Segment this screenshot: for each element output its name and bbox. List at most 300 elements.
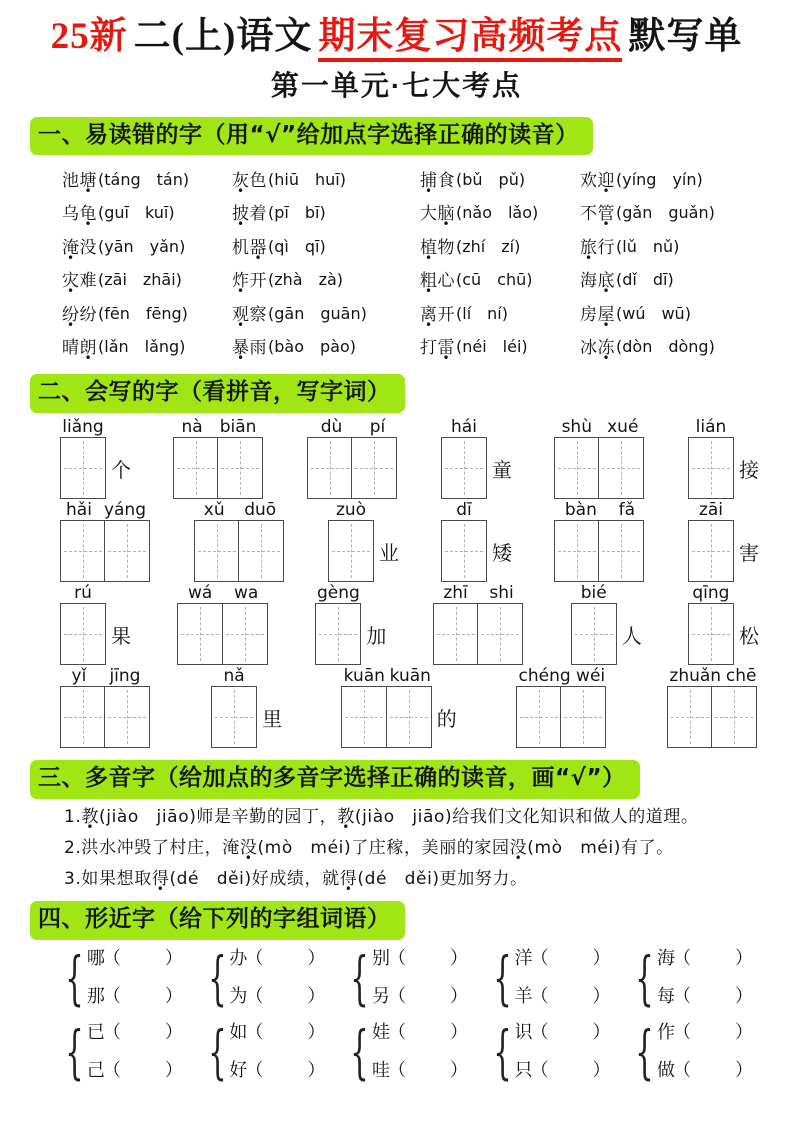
answer-blank[interactable] — [691, 958, 735, 959]
char: 开 — [249, 271, 267, 292]
pinyin-syllable: wéi — [576, 666, 606, 687]
pair-line — [514, 1022, 610, 1044]
chinese-word — [420, 233, 455, 258]
dotted-char: 植 — [420, 237, 438, 258]
writing-box[interactable] — [667, 686, 713, 748]
box-row — [60, 603, 131, 665]
pair-char: 羊 — [514, 985, 533, 1007]
writing-group — [60, 583, 131, 665]
pinyin-options: (pī bī) — [268, 203, 326, 223]
word-item — [420, 195, 580, 229]
dotted-char: 灰 — [232, 170, 250, 191]
suffix-char: 个 — [111, 457, 131, 482]
dotted-char: 暴 — [232, 338, 250, 359]
dotted-char: 旅 — [580, 237, 598, 258]
box-row — [177, 603, 269, 665]
pinyin-label — [315, 583, 361, 603]
pinyin-options: (guī kuī) — [98, 203, 175, 223]
pinyin-label — [341, 666, 433, 686]
pinyin-options: (néi léi) — [456, 337, 528, 357]
writing-box[interactable] — [341, 686, 387, 748]
sentence-text: (mò méi)了庄稼，美丽的家园 — [257, 837, 510, 858]
paren-close: ） — [449, 947, 468, 969]
writing-box[interactable] — [554, 437, 600, 499]
word-item — [62, 329, 232, 363]
paren-close: ） — [449, 1059, 468, 1081]
dotted-char: 纷 — [62, 304, 80, 325]
dotted-char: 捕 — [420, 170, 438, 191]
writing-group — [433, 583, 525, 665]
paren-open: （ — [245, 1021, 264, 1043]
pinyin-options: (zhí zí) — [456, 236, 521, 256]
box-row — [341, 686, 456, 748]
dotted-char: 离 — [420, 304, 438, 325]
answer-blank[interactable] — [406, 996, 450, 997]
left-brace-icon: { — [65, 943, 84, 1012]
title-prefix: 25新 — [50, 16, 128, 57]
pinyin-syllable: nǎ — [223, 666, 245, 687]
paren-close: ） — [164, 1059, 183, 1081]
chinese-word — [580, 266, 615, 291]
pair-group — [626, 1017, 753, 1086]
word-column — [232, 161, 420, 362]
writing-group — [315, 583, 386, 665]
pinyin-options: (lí ní) — [456, 303, 508, 323]
pair-line — [514, 1060, 610, 1082]
pinyin-syllable: gèng — [316, 583, 360, 604]
pinyin-syllable: chéng — [518, 666, 571, 687]
char: 不 — [580, 204, 598, 225]
writing-box[interactable] — [222, 603, 268, 665]
word-item — [62, 161, 232, 195]
pair-char: 那 — [86, 985, 105, 1007]
writing-box[interactable] — [194, 520, 240, 582]
writing-box[interactable] — [598, 437, 644, 499]
pair-group — [341, 943, 468, 1012]
left-brace-icon: { — [65, 1017, 84, 1086]
paren-close: ） — [307, 947, 326, 969]
pair-line — [372, 1022, 468, 1044]
paren-close: ） — [734, 1021, 753, 1043]
paren-open: （ — [387, 1059, 406, 1081]
page-title — [0, 14, 793, 60]
answer-blank[interactable] — [548, 1070, 592, 1071]
writing-box[interactable] — [688, 437, 734, 499]
pinyin-syllable: xǔ — [203, 500, 225, 521]
chinese-word — [62, 266, 97, 291]
answer-blank[interactable] — [121, 1032, 165, 1033]
writing-box[interactable] — [173, 437, 219, 499]
paren-open: （ — [530, 985, 549, 1007]
pair-group — [484, 1017, 611, 1086]
title-suffix: 默写单 — [628, 16, 743, 57]
answer-blank[interactable] — [548, 1032, 592, 1033]
answer-blank[interactable] — [691, 996, 735, 997]
box-row — [688, 437, 759, 499]
pair-char: 做 — [656, 1059, 675, 1081]
pair-group — [56, 943, 183, 1012]
pinyin-syllable: kuān — [343, 666, 385, 687]
writing-box[interactable] — [560, 686, 606, 748]
answer-blank[interactable] — [263, 1032, 307, 1033]
left-brace-icon: { — [350, 943, 369, 1012]
writing-box[interactable] — [328, 520, 374, 582]
paren-close: ） — [592, 1059, 611, 1081]
dotted-char: 器 — [249, 237, 267, 258]
writing-box[interactable] — [598, 520, 644, 582]
pair-line — [87, 1060, 183, 1082]
writing-box[interactable] — [211, 686, 257, 748]
confusable-pairs-row — [56, 1017, 753, 1086]
sentence-text: 1. — [64, 806, 82, 827]
answer-blank[interactable] — [263, 1070, 307, 1071]
char: 打 — [420, 338, 438, 359]
pair-line — [372, 1060, 468, 1082]
writing-box[interactable] — [60, 520, 106, 582]
paren-open: （ — [672, 985, 691, 1007]
paren-open: （ — [387, 985, 406, 1007]
section4-header: 四、形近字（给下列的字组词语） — [30, 901, 405, 940]
answer-blank[interactable] — [548, 958, 592, 959]
box-row — [60, 520, 152, 582]
pair-line — [657, 948, 753, 970]
pair-group — [199, 943, 326, 1012]
pinyin-label — [516, 666, 608, 686]
pinyin-syllable: rú — [74, 583, 92, 604]
suffix-char: 业 — [379, 540, 399, 565]
answer-blank[interactable] — [548, 996, 592, 997]
char: 察 — [249, 304, 267, 325]
paren-close: ） — [164, 1021, 183, 1043]
pinyin-options: (bào pào) — [268, 337, 356, 357]
suffix-char: 矮 — [492, 540, 512, 565]
box-row — [554, 437, 646, 499]
pinyin-syllable: kuān — [389, 666, 431, 687]
pinyin-label — [307, 417, 399, 437]
pinyin-options: (bǔ pǔ) — [456, 169, 526, 189]
writing-box[interactable] — [238, 520, 284, 582]
writing-group — [173, 417, 265, 499]
pair-char: 娃 — [371, 1021, 390, 1043]
pinyin-label — [688, 417, 734, 437]
writing-group — [60, 666, 152, 748]
chinese-word — [580, 233, 615, 258]
writing-box[interactable] — [711, 686, 757, 748]
suffix-char: 人 — [621, 623, 642, 648]
word-item — [232, 228, 420, 262]
paren-close: ） — [449, 985, 468, 1007]
paren-close: ） — [592, 1021, 611, 1043]
polyphone-sentence — [64, 807, 793, 827]
pinyin-syllable: nà — [181, 417, 203, 438]
box-row — [688, 520, 759, 582]
pinyin-label — [554, 417, 646, 437]
pinyin-syllable: duō — [244, 500, 277, 521]
word-item — [420, 329, 580, 363]
sentence-text: (mò méi)有了。 — [527, 837, 674, 858]
writing-box[interactable] — [60, 686, 106, 748]
dotted-char: 管 — [597, 204, 615, 225]
dotted-char: 朗 — [79, 338, 97, 359]
answer-blank[interactable] — [406, 1070, 450, 1071]
title-course: 二(上)语文 — [133, 16, 313, 57]
writing-box[interactable] — [688, 603, 734, 665]
writing-box[interactable] — [554, 520, 600, 582]
pinyin-options: (lǎn lǎng) — [98, 337, 186, 357]
pair-lines — [657, 1022, 753, 1082]
writing-box[interactable] — [104, 686, 150, 748]
box-row — [554, 520, 646, 582]
answer-blank[interactable] — [121, 996, 165, 997]
pinyin-syllable: bié — [580, 583, 607, 604]
pinyin-options: (lǔ nǔ) — [616, 236, 680, 256]
left-brace-icon: { — [492, 943, 512, 1012]
pair-line — [87, 1022, 183, 1044]
word-item — [420, 228, 580, 262]
pair-line — [229, 1060, 325, 1082]
char: 池 — [62, 170, 80, 191]
char: 大 — [420, 204, 438, 225]
pair-line — [372, 948, 468, 970]
char: 心 — [437, 271, 455, 292]
answer-blank[interactable] — [691, 1070, 735, 1071]
writing-box[interactable] — [351, 437, 397, 499]
pair-lines — [514, 948, 610, 1008]
pinyin-syllable: jīng — [109, 666, 141, 687]
pinyin-options: (yān yǎn) — [98, 236, 186, 256]
box-row — [328, 520, 399, 582]
pinyin-syllable: biān — [219, 417, 257, 438]
pair-group — [56, 1017, 183, 1086]
pinyin-syllable: liǎng — [62, 417, 104, 438]
writing-grid-row — [60, 666, 759, 748]
writing-group — [328, 500, 399, 582]
writing-group — [554, 417, 646, 499]
pair-char: 已 — [86, 1021, 105, 1043]
pinyin-options: (wú wū) — [616, 303, 691, 323]
word-item — [62, 228, 232, 262]
writing-box[interactable] — [441, 520, 487, 582]
writing-group — [516, 666, 608, 748]
writing-group — [688, 583, 759, 665]
left-brace-icon: { — [492, 1017, 512, 1086]
pair-char: 作 — [656, 1021, 675, 1043]
chinese-word — [62, 233, 97, 258]
suffix-char: 害 — [739, 540, 759, 565]
paren-close: ） — [164, 985, 183, 1007]
pinyin-label — [60, 500, 152, 520]
pair-char: 另 — [371, 985, 390, 1007]
writing-box[interactable] — [60, 437, 106, 499]
section1-header: 一、易读错的字（用“√”给加点字选择正确的读音） — [30, 117, 593, 156]
pinyin-options: (hiū huī) — [268, 169, 346, 189]
word-item — [580, 228, 793, 262]
pair-group — [341, 1017, 468, 1086]
pinyin-syllable: dī — [456, 500, 472, 521]
pinyin-options: (fēn fēng) — [98, 303, 188, 323]
writing-box[interactable] — [217, 437, 263, 499]
writing-box[interactable] — [516, 686, 562, 748]
char: 海 — [580, 271, 598, 292]
answer-blank[interactable] — [263, 996, 307, 997]
paren-open: （ — [102, 1059, 121, 1081]
pair-line — [657, 1060, 753, 1082]
paren-open: （ — [672, 947, 691, 969]
chinese-word — [232, 266, 267, 291]
word-column — [420, 161, 580, 362]
pair-char: 如 — [229, 1021, 248, 1043]
pinyin-label — [688, 583, 734, 603]
suffix-char: 里 — [262, 706, 283, 731]
dotted-char: 没 — [239, 837, 258, 858]
pinyin-syllable: chē — [725, 666, 757, 687]
pair-line — [229, 986, 325, 1008]
writing-group — [60, 417, 131, 499]
pinyin-label — [433, 583, 525, 603]
pinyin-label — [571, 583, 617, 603]
dotted-char: 炸 — [232, 271, 250, 292]
writing-box[interactable] — [571, 603, 617, 665]
box-row — [194, 520, 286, 582]
paren-open: （ — [387, 947, 406, 969]
writing-box[interactable] — [441, 437, 487, 499]
paren-close: ） — [734, 947, 753, 969]
writing-box[interactable] — [315, 603, 361, 665]
writing-box[interactable] — [688, 520, 734, 582]
pair-lines — [229, 1022, 325, 1082]
writing-grid-row — [60, 500, 759, 582]
sentence-text: (jiào jiāo)给我们文化知识和做人的道理。 — [354, 806, 699, 827]
sentence-text: (dé děi)更加努力。 — [357, 868, 528, 889]
chinese-word — [420, 300, 455, 325]
box-row — [688, 603, 759, 665]
left-brace-icon: { — [635, 943, 654, 1012]
box-row — [516, 686, 608, 748]
pair-char: 洋 — [514, 947, 533, 969]
writing-box[interactable] — [177, 603, 223, 665]
char: 行 — [597, 237, 615, 258]
paren-open: （ — [387, 1021, 406, 1043]
char: 欢 — [580, 170, 598, 191]
pair-char: 好 — [229, 1059, 248, 1081]
writing-grid-row — [60, 583, 759, 665]
writing-box[interactable] — [433, 603, 479, 665]
chinese-word — [62, 199, 97, 224]
suffix-char: 松 — [738, 623, 759, 648]
char: 没 — [79, 237, 97, 258]
pair-line — [87, 986, 183, 1008]
pinyin-label — [441, 417, 487, 437]
dotted-char: 塘 — [79, 170, 97, 191]
paren-close: ） — [307, 1059, 326, 1081]
box-row — [307, 437, 399, 499]
answer-blank[interactable] — [406, 958, 450, 959]
char: 纷 — [79, 304, 97, 325]
paren-close: ） — [164, 947, 183, 969]
char: 色 — [249, 170, 267, 191]
box-row — [667, 686, 759, 748]
pair-group — [484, 943, 611, 1012]
writing-box[interactable] — [386, 686, 432, 748]
word-item — [232, 295, 420, 329]
pinyin-options: (nǎo lǎo) — [456, 203, 539, 223]
left-brace-icon: { — [207, 943, 227, 1012]
pinyin-syllable: shi — [489, 583, 514, 604]
paren-open: （ — [245, 1059, 264, 1081]
word-item — [232, 195, 420, 229]
writing-box[interactable] — [477, 603, 523, 665]
chinese-word — [232, 199, 267, 224]
pair-line — [514, 986, 610, 1008]
chinese-word — [420, 333, 455, 358]
word-item — [62, 195, 232, 229]
pinyin-label — [211, 666, 257, 686]
pinyin-syllable: yǐ — [71, 666, 87, 687]
writing-group — [688, 417, 759, 499]
sentence-text: (jiào jiāo)师是辛勤的园丁， — [99, 806, 338, 827]
chinese-word — [62, 166, 97, 191]
paren-open: （ — [672, 1059, 691, 1081]
paren-open: （ — [102, 985, 121, 1007]
dotted-char: 脑 — [437, 204, 455, 225]
writing-group — [441, 417, 512, 499]
pair-line — [87, 948, 183, 970]
sentence-text: 3.如果想取 — [64, 868, 152, 889]
pair-char: 哪 — [86, 947, 105, 969]
dotted-char: 教 — [81, 806, 100, 827]
paren-open: （ — [102, 947, 121, 969]
pair-char: 只 — [514, 1059, 533, 1081]
pinyin-syllable: lián — [695, 417, 727, 438]
writing-group — [177, 583, 269, 665]
chinese-word — [62, 300, 97, 325]
answer-blank[interactable] — [406, 1032, 450, 1033]
writing-group — [667, 666, 759, 748]
word-item — [580, 195, 793, 229]
writing-box[interactable] — [307, 437, 353, 499]
word-item — [62, 262, 232, 296]
chinese-word — [232, 300, 267, 325]
suffix-char: 加 — [366, 623, 387, 648]
word-item — [232, 262, 420, 296]
char: 晴 — [62, 338, 80, 359]
char: 房 — [580, 304, 598, 325]
pair-line — [657, 1022, 753, 1044]
writing-group — [194, 500, 286, 582]
char: 物 — [437, 237, 455, 258]
writing-box[interactable] — [104, 520, 150, 582]
pinyin-options: (yíng yín) — [616, 169, 703, 189]
dotted-char: 得 — [339, 868, 358, 889]
pair-line — [657, 986, 753, 1008]
chinese-word — [232, 233, 267, 258]
answer-blank[interactable] — [121, 1070, 165, 1071]
answer-blank[interactable] — [121, 958, 165, 959]
pair-line — [229, 948, 325, 970]
left-brace-icon: { — [635, 1017, 654, 1086]
writing-group — [688, 500, 759, 582]
pair-lines — [87, 948, 183, 1008]
answer-blank[interactable] — [691, 1032, 735, 1033]
pinyin-label — [328, 500, 374, 520]
answer-blank[interactable] — [263, 958, 307, 959]
pinyin-label — [688, 500, 734, 520]
word-item — [580, 295, 793, 329]
writing-box[interactable] — [60, 603, 106, 665]
writing-group — [341, 666, 456, 748]
pronunciation-word-list — [62, 161, 793, 362]
box-row — [441, 520, 512, 582]
